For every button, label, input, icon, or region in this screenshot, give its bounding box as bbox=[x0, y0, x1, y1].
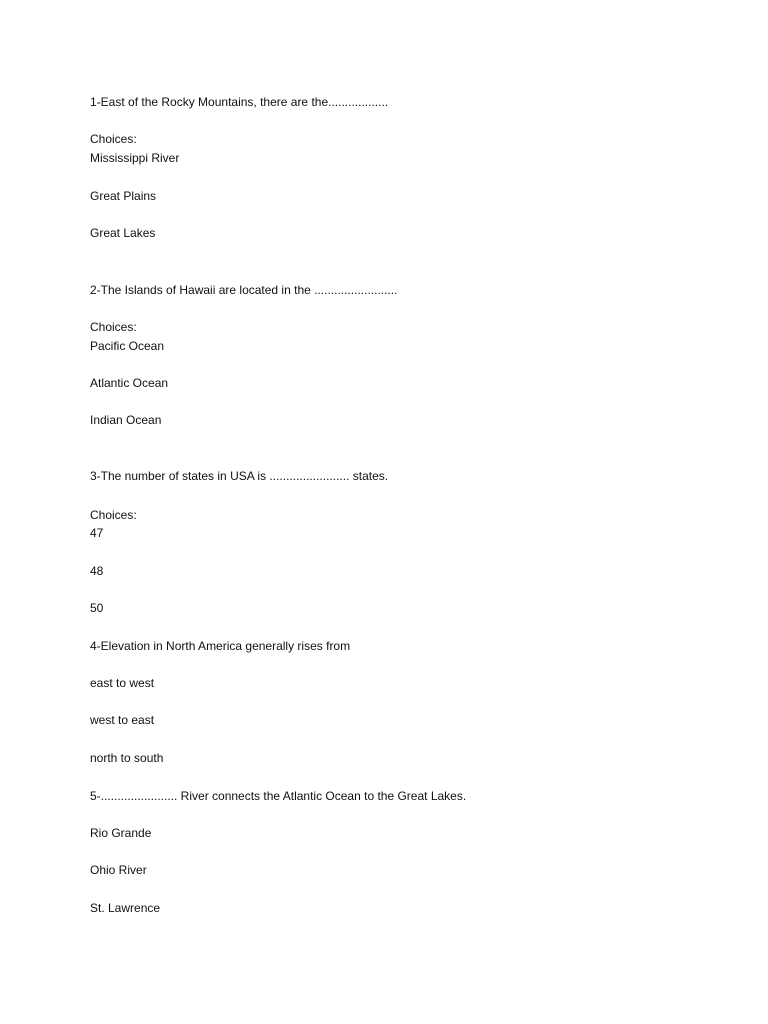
question-2-prompt: 2-The Islands of Hawaii are located in the ......................... bbox=[90, 283, 398, 297]
question-2-option-3: Indian Ocean bbox=[90, 413, 162, 427]
question-1-prompt: 1-East of the Rocky Mountains, there are the.................. bbox=[90, 95, 389, 109]
question-2-option-1: Pacific Ocean bbox=[90, 339, 165, 353]
question-1-option-2: Great Plains bbox=[90, 189, 157, 203]
question-4-option-3: north to south bbox=[90, 751, 164, 765]
question-1-option-3: Great Lakes bbox=[90, 226, 156, 240]
question-5-option-2: Ohio River bbox=[90, 863, 147, 877]
question-1-option-1: Mississippi River bbox=[90, 151, 180, 165]
question-5-option-3: St. Lawrence bbox=[90, 901, 161, 915]
question-2-option-2: Atlantic Ocean bbox=[90, 376, 169, 390]
question-2-choices-label: Choices: bbox=[90, 320, 137, 334]
question-4-option-2: west to east bbox=[90, 713, 155, 727]
question-3-option-1: 47 bbox=[90, 526, 104, 540]
question-1-choices-label: Choices: bbox=[90, 132, 137, 146]
question-4-prompt: 4-Elevation in North America generally rises from bbox=[90, 639, 351, 653]
question-3-option-3: 50 bbox=[90, 601, 104, 615]
question-3-choices-label: Choices: bbox=[90, 508, 137, 522]
question-5-option-1: Rio Grande bbox=[90, 826, 152, 840]
question-3-prompt: 3-The number of states in USA is ........................ states. bbox=[90, 469, 389, 483]
question-4-option-1: east to west bbox=[90, 676, 155, 690]
question-5-prompt: 5-....................... River connects the Atlantic Ocean to the Great Lakes. bbox=[90, 789, 467, 803]
question-3-option-2: 48 bbox=[90, 564, 104, 578]
